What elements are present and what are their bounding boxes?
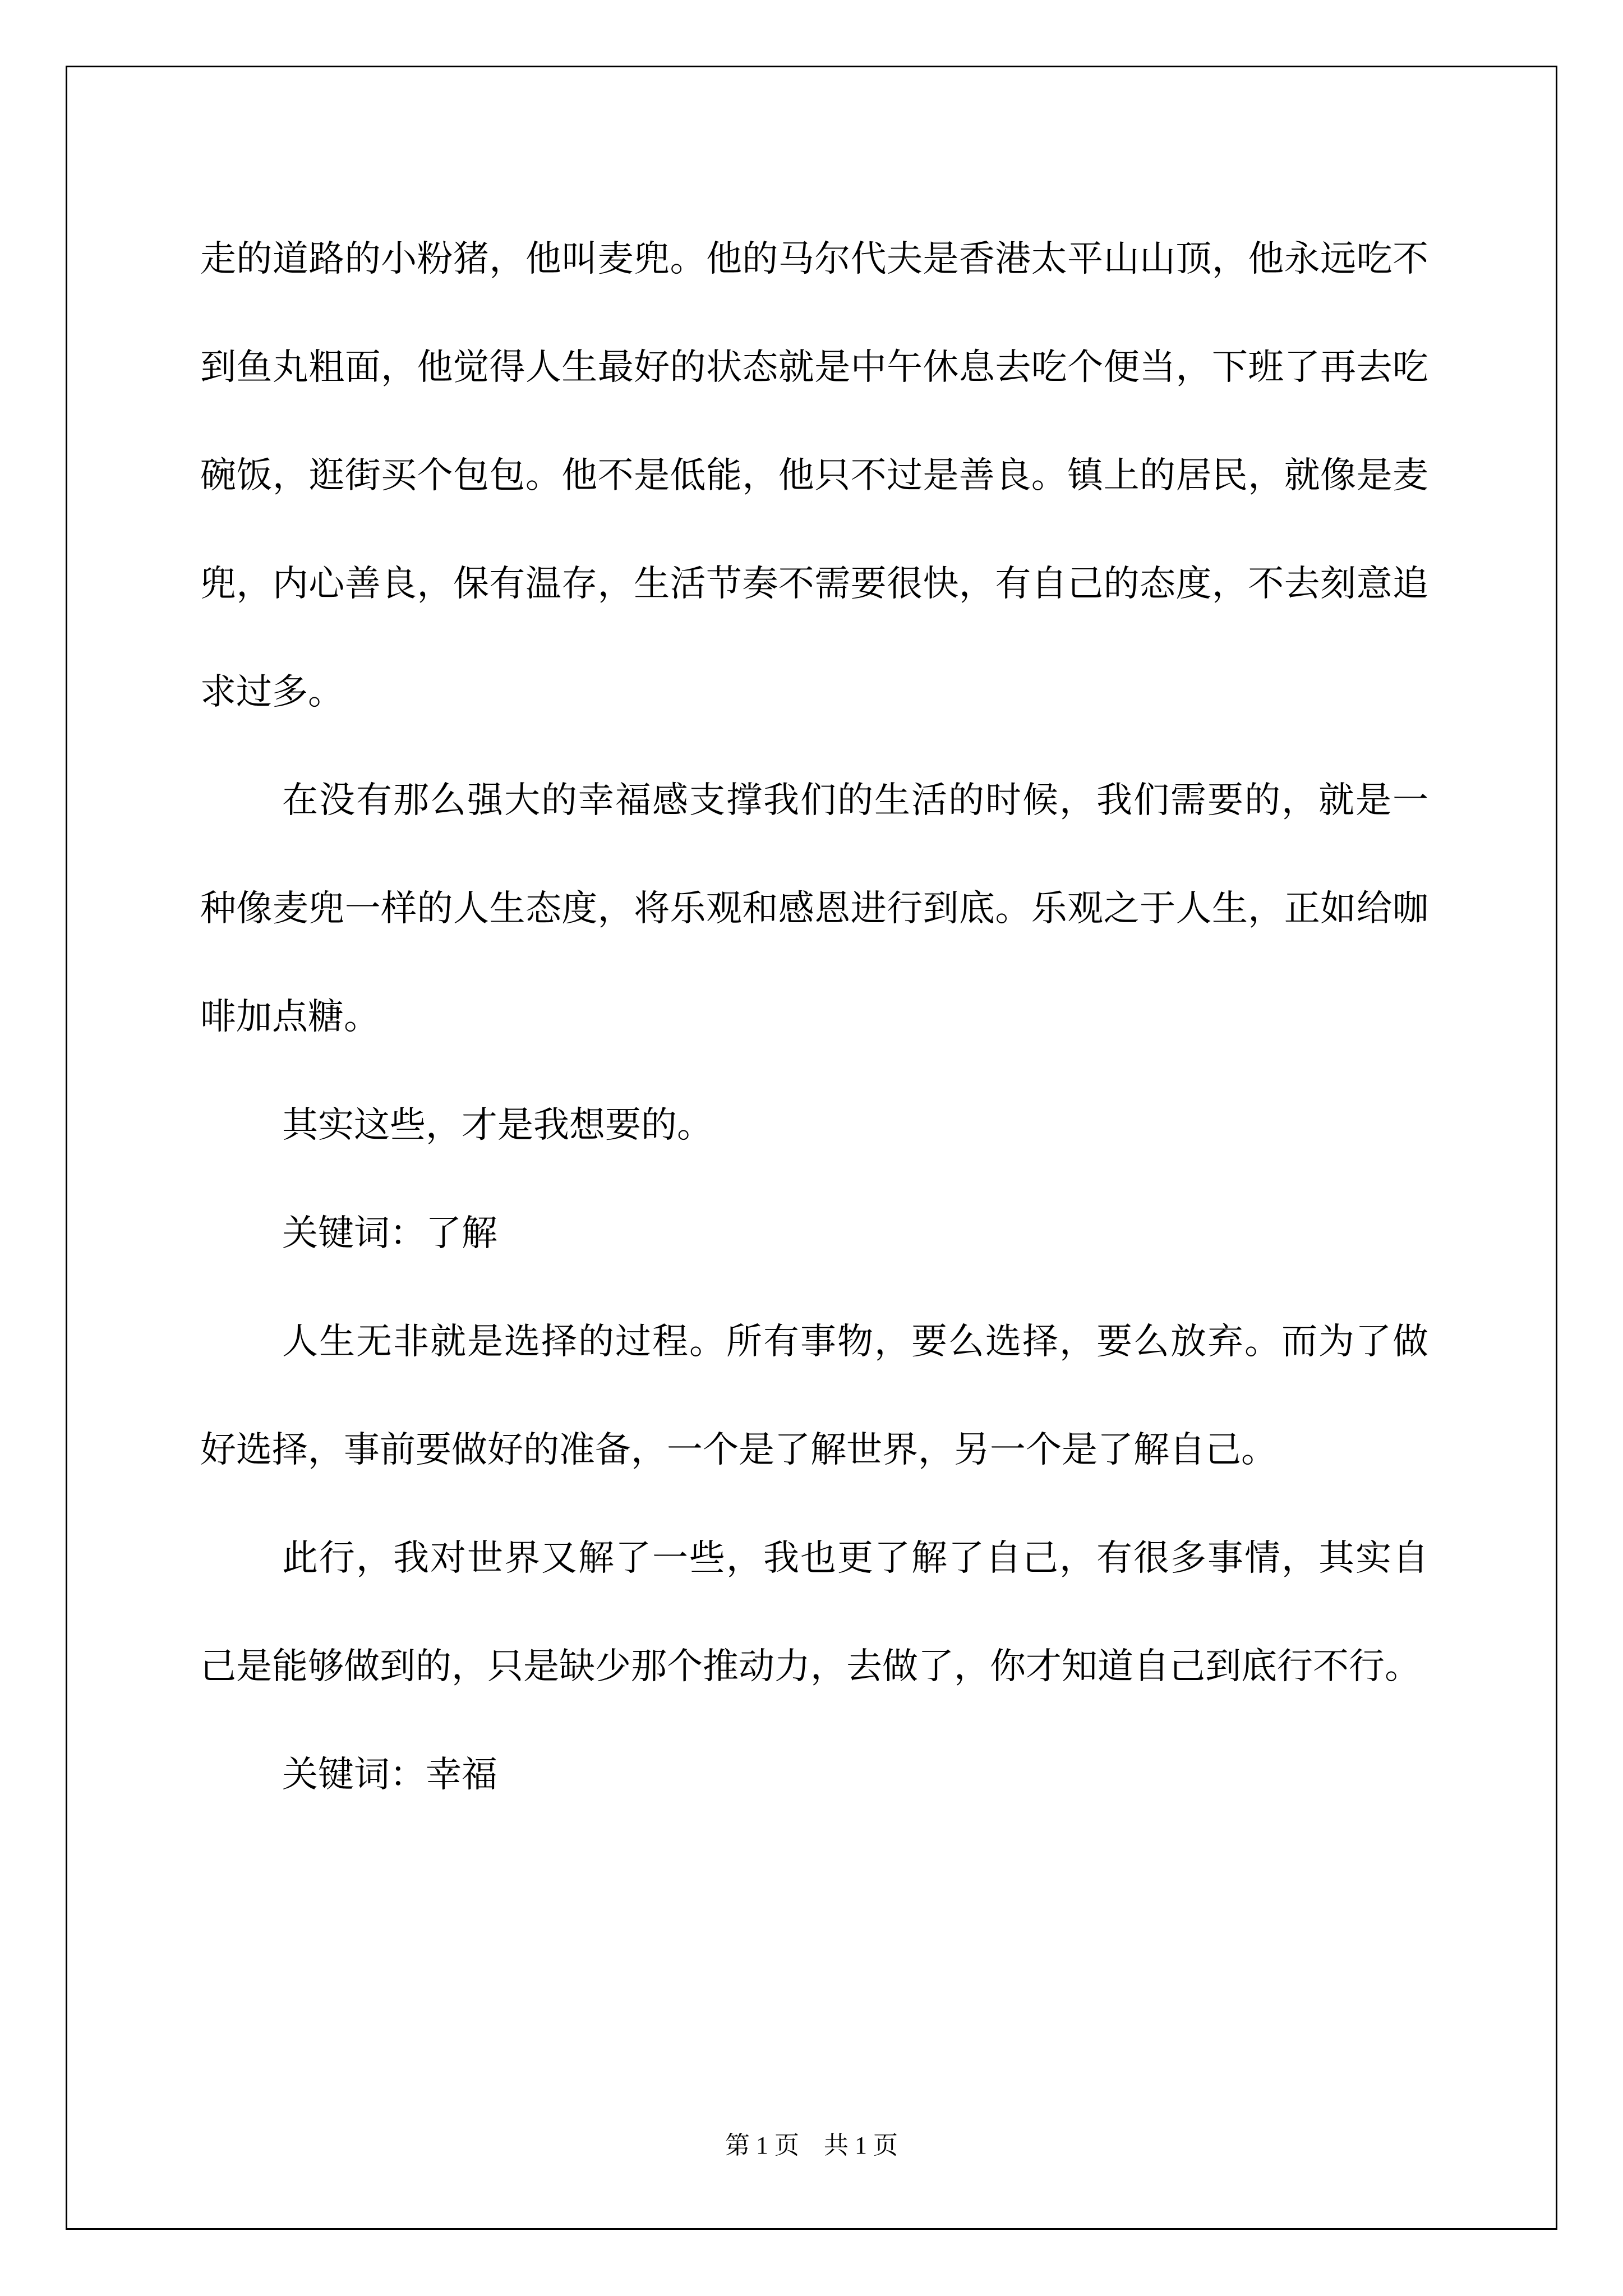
paragraph: 此行，我对世界又解了一些，我也更了解了自己，有很多事情，其实自己是能够做到的，只是缺少那个推动力，去做了，你才知道自己到底行不行。 [200,1538,1428,1687]
keyword-heading: 关键词：幸福 [282,1754,497,1796]
paragraph: 人生无非就是选择的过程。所有事物，要么选择，要么放弃。而为了做好选择，事前要做好的准备，一个是了解世界，另一个是了解自己。 [200,1321,1428,1471]
paragraph: 在没有那么强大的幸福感支撑我们的生活的时候，我们需要的，就是一种像麦兜一样的人生态度，将乐观和感恩进行到底。乐观之于人生，正如给咖啡加点糖。 [200,780,1428,1038]
page-number: 第 1 页 共 1 页 [725,2132,898,2159]
paragraph: 其实这些，才是我想要的。 [282,1105,713,1146]
document-body [200,205,1428,1829]
keyword-heading: 关键词：了解 [282,1213,497,1254]
paragraph: 走的道路的小粉猪，他叫麦兜。他的马尔代夫是香港太平山山顶，他永远吃不到鱼丸粗面，他觉得人生最好的状态就是中午休息去吃个便当，下班了再去吃碗饭，逛街买个包包。他不是低能，他只不过是善良。镇上的居民，就像是麦兜，内心善良，保有温存，生活节奏不需要很快，有自己的态度，不去刻意追求过多。 [200,238,1428,713]
